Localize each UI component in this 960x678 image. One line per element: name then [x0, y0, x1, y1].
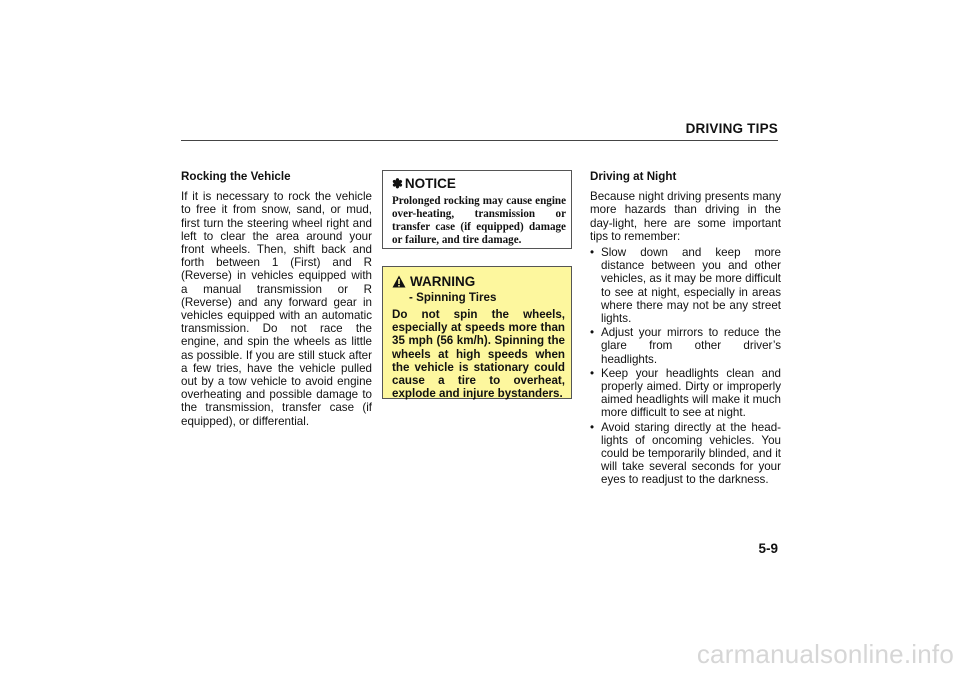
notice-body-text: Prolonged rocking may cause engine over-heating, transmission or transfer case (if equipped) damage or failure, and tire damage.: [392, 195, 566, 246]
page-number: 5-9: [758, 541, 778, 556]
list-item-text: Slow down and keep more distance between you and other vehicles, as it may be more difficult to see at night, especially in areas where there may not be any street lights.: [601, 246, 781, 326]
left-column: [181, 170, 372, 428]
warning-title: WARNING: [410, 274, 476, 289]
section-heading-night: Driving at Night: [590, 170, 677, 183]
night-intro-text: Because night driving presents many more hazards than driving in the day-light, here are some important tips to remember:: [590, 190, 781, 243]
rocking-body-text: If it is necessary to rock the vehicle to free it from snow, sand, or mud, first turn the steering wheel right and left to clear the area around your front wheels. Then, shift back and forth between 1 (First) and R (Reverse) in vehicles equipped with a manual transmission or R (Reverse) and any forward gear in vehicles equipped with an automatic transmission. Do not race the engine, and spin the wheels as little as possible. If you are still stuck after a few tries, have the vehicle pulled out by a tow vehicle to avoid engine overheating and possible damage to the transmission, transfer case (if equipped), or differential.: [181, 190, 372, 428]
list-item: [590, 367, 781, 420]
warning-header: [392, 274, 565, 289]
night-tips-list: [590, 246, 781, 487]
page-header-title: DRIVING TIPS: [685, 121, 778, 136]
notice-star-icon: ✽: [392, 176, 403, 191]
list-item-text: Avoid staring directly at the head-lights of oncoming vehicles. You could be temporarily blinded, and it will take several seconds for your eyes to readjust to the darkness.: [601, 420, 781, 487]
warning-box: [382, 266, 572, 399]
warning-subtitle: - Spinning Tires: [409, 291, 497, 304]
bullet-dot-icon: •: [590, 246, 595, 260]
section-heading-rocking: Rocking the Vehicle: [181, 170, 291, 183]
list-item: [590, 421, 781, 487]
bullet-dot-icon: •: [590, 326, 595, 340]
list-item: [590, 326, 781, 366]
list-item: [590, 246, 781, 325]
list-item-text: Adjust your mirrors to reduce the glare from other driver’s headlights.: [601, 326, 781, 366]
bullet-dot-icon: •: [590, 420, 595, 434]
bullet-dot-icon: •: [590, 366, 595, 380]
notice-title: NOTICE: [404, 176, 456, 191]
warning-triangle-icon: [392, 275, 406, 288]
list-item-text: Keep your headlights clean and properly aimed. Dirty or improperly aimed headlights will make it much more difficult to see at night.: [601, 366, 781, 420]
right-column: [590, 170, 781, 488]
notice-box: [382, 170, 572, 249]
watermark-text: carmanualsonline.info: [696, 639, 954, 669]
header-rule: [181, 140, 778, 141]
notice-header: [392, 176, 566, 192]
warning-body-text: Do not spin the wheels, especially at speeds more than 35 mph (56 km/h). Spinning the wheels at high speeds when the vehicle is stationary could cause a tire to overheat, explode and injure bystanders.: [392, 308, 565, 401]
